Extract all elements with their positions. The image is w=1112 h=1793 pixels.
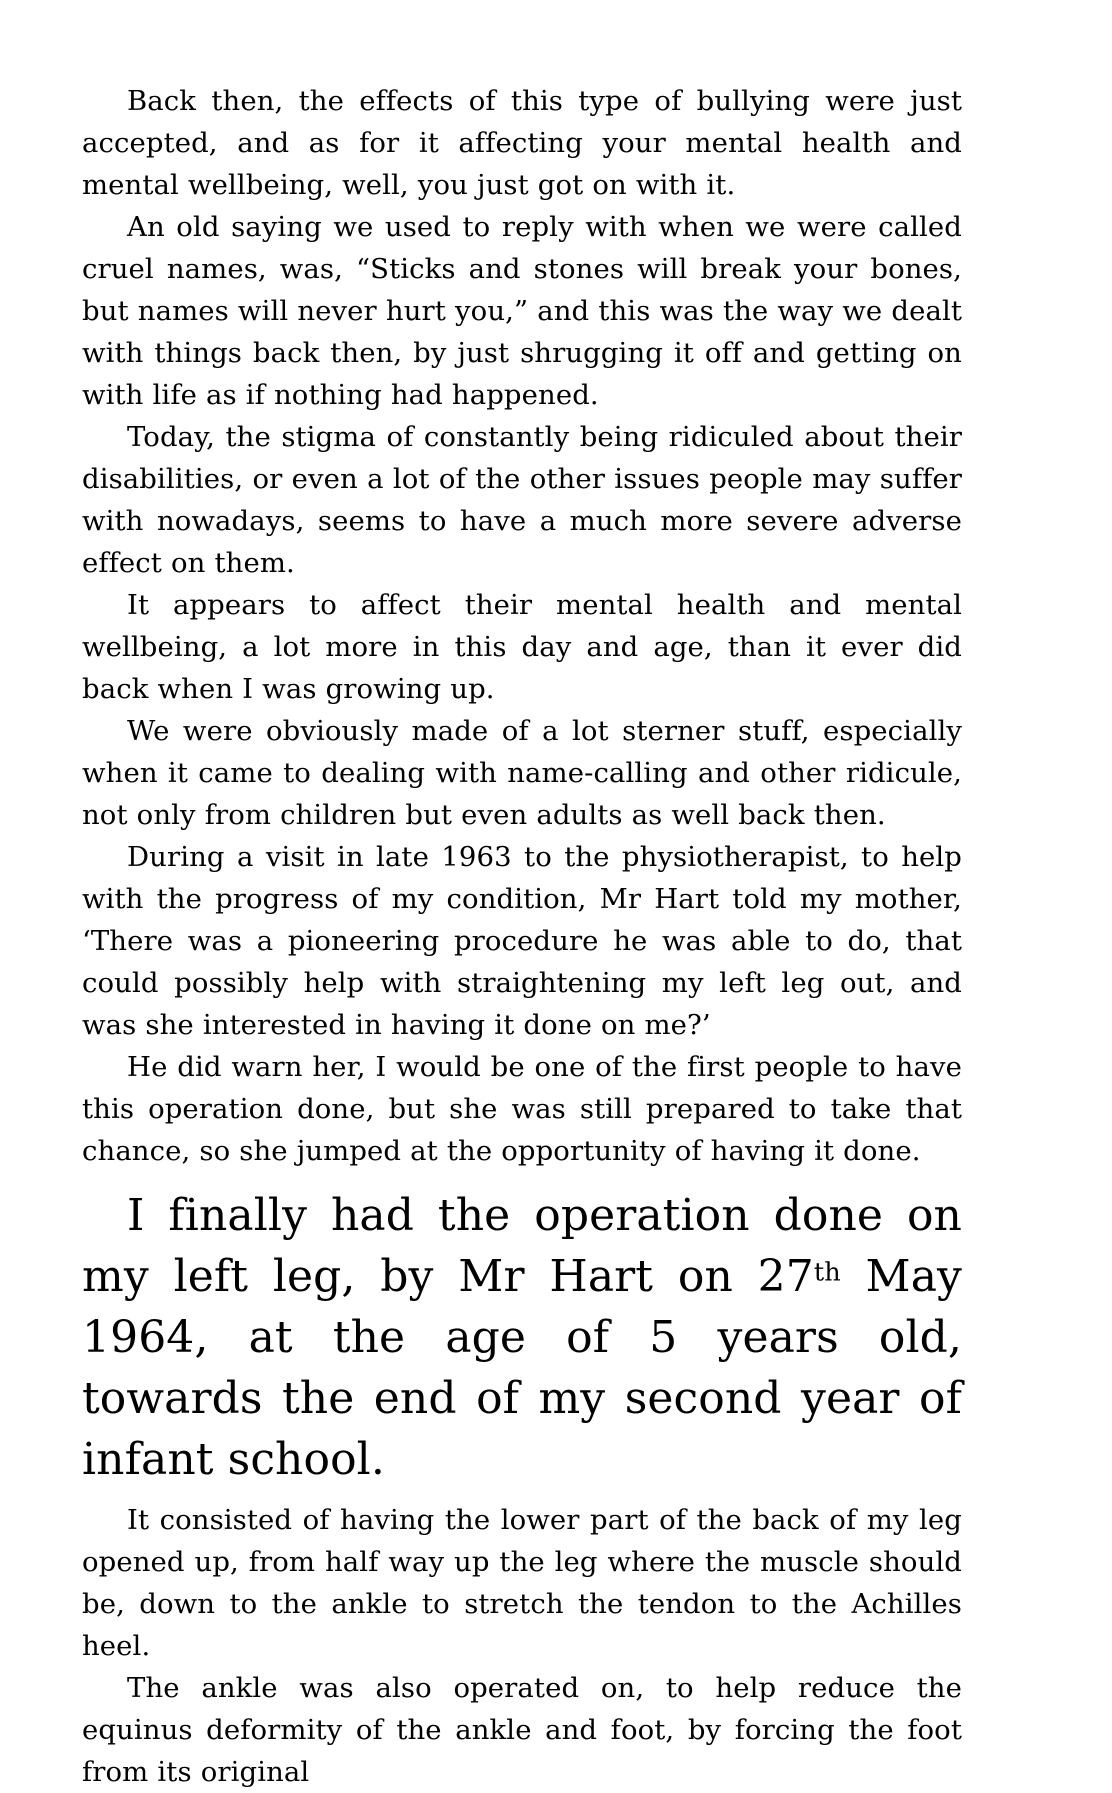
- paragraph: An old saying we used to reply with when we were called cruel names, was, “Sticks and stones will break your bones, but names will never hurt you,” and this was the way we dealt with things back then, by just shrugging it off and getting on with life as if nothing had happened.: [82, 211, 962, 411]
- display-heading-part-2: May 1964, at the age of 5 years old, towards the end of my second year of infant school.: [82, 1251, 962, 1485]
- page-text-column: [82, 80, 962, 1793]
- paragraph: The ankle was also operated on, to help reduce the equinus deformity of the ankle and foot, by forcing the foot from its original: [82, 1672, 962, 1788]
- paragraph: It consisted of having the lower part of the back of my leg opened up, from half way up the leg where the muscle should be, down to the ankle to stretch the tendon to the Achilles heel.: [82, 1504, 962, 1662]
- paragraph: It appears to affect their mental health and mental wellbeing, a lot more in this day and age, than it ever did back when I was growing up.: [82, 589, 962, 705]
- paragraph: Back then, the effects of this type of bullying were just accepted, and as for it affecting your mental health and mental wellbeing, well, you just got on with it.: [82, 85, 962, 201]
- ordinal-suffix: th: [813, 1257, 841, 1288]
- display-heading-part-1: I finally had the operation done on my left leg, by Mr Hart on 27: [82, 1190, 962, 1302]
- paragraph: During a visit in late 1963 to the physiotherapist, to help with the progress of my condition, Mr Hart told my mother, ‘There was a pioneering procedure he was able to do, that could possibly help with straightening my left leg out, and was she interested in having it done on me?’: [82, 841, 962, 1041]
- paragraph: Today, the stigma of constantly being ridiculed about their disabilities, or even a lot of the other issues people may suffer with nowadays, seems to have a much more severe adverse effect on them.: [82, 421, 962, 579]
- display-heading: [82, 1185, 962, 1490]
- paragraph: He did warn her, I would be one of the first people to have this operation done, but she was still prepared to take that chance, so she jumped at the opportunity of having it done.: [82, 1051, 962, 1167]
- paragraph: We were obviously made of a lot sterner stuff, especially when it came to dealing with name-calling and other ridicule, not only from children but even adults as well back then.: [82, 715, 962, 831]
